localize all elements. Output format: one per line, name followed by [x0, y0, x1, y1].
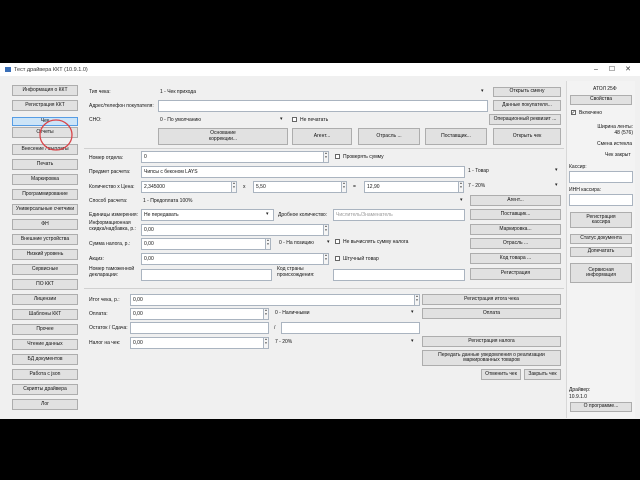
receipt-type-label: Тип чека: [89, 89, 111, 95]
chevron-down-icon: ▾ [555, 167, 558, 173]
window-title: Тест драйвера ККТ (10.9.1.0) [14, 67, 88, 73]
register-position-button[interactable]: Регистрация [470, 268, 561, 280]
pay-button[interactable]: Оплата [422, 308, 561, 319]
shift-status: Смена истекла [597, 141, 633, 147]
chevron-down-icon: ▾ [280, 116, 283, 122]
position-supplier-button[interactable]: Поставщик... [470, 209, 561, 220]
enabled-label: Включено [579, 110, 603, 116]
register-cashier-label: Регистрация кассира [586, 213, 616, 225]
sidebar-item-marking[interactable]: Маркировка [12, 174, 78, 185]
buyer-contact-label: Адрес/телефон покупателя: [89, 103, 154, 109]
chevron-down-icon: ▾ [266, 211, 269, 217]
sno-label: СНО: [89, 117, 102, 123]
tax-sum-label: Сумма налога, р.: [89, 241, 131, 247]
fraction-input[interactable]: Числитель/Знаменатель [333, 209, 465, 221]
customs-label: Номер таможенной декларации: [89, 266, 135, 278]
reprint-button[interactable]: Допечатать [570, 247, 632, 257]
dept-label: Номер отдела: [89, 155, 124, 161]
inn-label: ИНН кассира: [569, 187, 602, 193]
annotation-circle [38, 118, 74, 152]
chevron-down-icon: ▾ [411, 309, 414, 315]
chevron-down-icon: ▾ [555, 182, 558, 188]
separator [84, 148, 564, 149]
receipt-status: Чек закрыт [605, 152, 631, 158]
correction-basis-label: Основание коррекции... [208, 130, 238, 142]
tax-position-select[interactable]: 0 - На позицию [279, 240, 314, 246]
service-info-button[interactable] [570, 263, 632, 283]
item-name-input[interactable]: Чипсы с беконом LAYS [141, 166, 465, 178]
sidebar-item-registration[interactable]: Регистрация ККТ [12, 100, 78, 111]
discount-input[interactable]: 0,00 [141, 224, 329, 236]
app-icon [5, 67, 11, 72]
unit-label: Единицы измерения: [89, 212, 138, 218]
sidebar-item-documents-db[interactable]: БД документов [12, 354, 78, 365]
receipt-type-select[interactable]: 1 - Чек прихода [160, 88, 197, 95]
dept-input[interactable]: 0 [141, 151, 329, 163]
tax-label: Налог на чек: [89, 340, 121, 346]
sum-input[interactable]: 12,90 [364, 181, 464, 193]
times-sign: x [243, 184, 246, 190]
minimize-button[interactable]: – [594, 66, 598, 73]
sidebar-item-licenses[interactable]: Лицензии [12, 294, 78, 305]
sidebar-item-low-level[interactable]: Низкий уровень [12, 249, 78, 260]
discount-label: Информационная скидка/надбавка, р.: [89, 220, 136, 232]
transfer-notification-label: Передать данные уведомления о реализации маркированных товаров [438, 351, 545, 363]
price-input[interactable]: 5,50 [253, 181, 347, 193]
open-receipt-button[interactable]: Открыть чек [493, 128, 561, 145]
payment-label: Оплата: [89, 311, 108, 317]
buyer-contact-input[interactable] [158, 100, 488, 112]
about-button[interactable]: О программе... [570, 402, 632, 412]
sidebar-item-fn[interactable]: ФН [12, 219, 78, 230]
chevron-down-icon: ▾ [481, 88, 484, 94]
sidebar-item-devices[interactable]: Внешние устройства [12, 234, 78, 245]
receipt-agent-button[interactable]: Агент... [292, 128, 352, 145]
equals-sign: = [353, 184, 356, 190]
no-calc-tax-label: Не вычислять сумму налога [343, 239, 409, 245]
chevron-down-icon: ▾ [327, 239, 330, 245]
close-button[interactable]: ✕ [625, 66, 631, 73]
position-agent-button[interactable]: Агент... [470, 195, 561, 206]
piece-goods-checkbox[interactable] [335, 256, 340, 261]
chevron-down-icon: ▾ [460, 197, 463, 203]
correction-basis-button[interactable] [158, 128, 288, 145]
inn-input[interactable] [569, 194, 633, 206]
sum-stepper[interactable]: ▲ ▼ [458, 181, 464, 193]
total-stepper[interactable]: ▲ ▼ [414, 294, 420, 306]
check-sum-label: Проверять сумму [343, 154, 384, 160]
vat-select[interactable]: 7 - 20% [468, 183, 486, 189]
country-label: Код страны происхождения: [277, 266, 315, 278]
payment-input[interactable]: 0,00 [130, 308, 269, 320]
chevron-down-icon: ▾ [411, 338, 414, 344]
piece-goods-label: Штучный товар [343, 256, 379, 262]
sidebar-item-counters[interactable]: Универсальные счетчики [12, 204, 78, 215]
maximize-button[interactable]: ☐ [608, 66, 616, 73]
driver-version: 10.9.1.0 [569, 394, 588, 400]
item-type-select[interactable]: 1 - Товар [468, 168, 489, 174]
tax-type-select[interactable]: 7 - 20% [275, 339, 293, 345]
enabled-checkbox[interactable]: ✓ [571, 109, 576, 116]
price-stepper[interactable]: ▲ ▼ [341, 181, 347, 193]
excise-label: Акциз: [89, 256, 104, 262]
title-bar [0, 63, 640, 76]
separator [84, 288, 564, 289]
remainder-label: Остаток / Сдача: [89, 325, 128, 331]
buyer-data-button[interactable]: Данные покупателя... [493, 100, 561, 111]
tax-sum-stepper[interactable]: ▲ ▼ [265, 238, 271, 250]
total-label: Итог чека, р.: [89, 297, 120, 303]
remainder-input[interactable] [130, 322, 269, 334]
item-code-button[interactable]: Код товара ... [470, 253, 561, 264]
payment-stepper[interactable]: ▲ ▼ [263, 308, 269, 320]
sidebar-item-read-data[interactable]: Чтение данных [12, 339, 78, 350]
tape-width-label: Ширина ленты: 48 (576) [597, 124, 633, 136]
payment-method-select[interactable]: 1 - Предоплата 100% [143, 198, 193, 204]
device-panel [566, 81, 635, 418]
sidebar-item-json[interactable]: Работа с json [12, 369, 78, 380]
sidebar-item-info[interactable]: Информация о ККТ [12, 85, 78, 96]
register-total-button[interactable]: Регистрация итога чека [422, 294, 561, 305]
app-window [0, 63, 640, 419]
service-info-label: Сервисная информация [586, 266, 616, 278]
sidebar-item-other[interactable]: Прочее [12, 324, 78, 335]
driver-label: Драйвер: [569, 387, 591, 393]
no-print-label: Не печатать [300, 117, 329, 123]
device-name: АТОЛ 25Ф [593, 86, 617, 92]
excise-input[interactable]: 0,00 [141, 253, 329, 265]
position-industry-button[interactable]: Отрасль ... [470, 238, 561, 249]
doc-status-button[interactable]: Статус документа [570, 234, 632, 244]
slash-separator: / [274, 325, 276, 331]
item-label: Предмет расчета: [89, 169, 131, 175]
dept-stepper[interactable]: ▲ ▼ [323, 151, 329, 163]
tax-stepper[interactable]: ▲ ▼ [263, 337, 269, 349]
payment-type-select[interactable]: 0 - Наличными [275, 310, 310, 316]
register-cashier-button[interactable] [570, 212, 632, 228]
operational-attribute-button[interactable]: Операционный реквизит ... [489, 114, 561, 125]
sidebar-item-service[interactable]: Сервисные [12, 264, 78, 275]
no-print-checkbox[interactable] [292, 117, 297, 122]
receipt-industry-button[interactable]: Отрасль ... [358, 128, 420, 145]
total-input[interactable]: 0,00 [130, 294, 420, 306]
sidebar-item-print[interactable]: Печать [12, 159, 78, 170]
close-receipt-button[interactable]: Закрыть чек [524, 369, 561, 380]
country-input[interactable] [333, 269, 465, 281]
sidebar-item-programming[interactable]: Программирование [12, 189, 78, 200]
sno-select[interactable]: 0 - По умолчанию [160, 116, 202, 123]
sidebar-item-firmware[interactable]: ПО ККТ [12, 279, 78, 290]
quantity-input[interactable]: 2,345000 [141, 181, 237, 193]
receipt-supplier-button[interactable]: Поставщик... [425, 128, 487, 145]
check-sum-checkbox[interactable] [335, 154, 340, 159]
fraction-label: Дробное количество: [278, 212, 328, 218]
sidebar-item-receipt[interactable]: Чек [12, 117, 78, 126]
sidebar-item-log[interactable]: Лог [12, 399, 78, 410]
excise-stepper[interactable]: ▲ ▼ [323, 253, 329, 265]
unit-select[interactable]: Не передавать [141, 209, 274, 221]
change-input[interactable] [281, 322, 420, 334]
no-calc-tax-checkbox[interactable] [335, 239, 340, 244]
discount-stepper[interactable]: ▲ ▼ [323, 224, 329, 236]
cancel-receipt-button[interactable]: Отменить чек [481, 369, 521, 380]
tax-input[interactable]: 0,00 [130, 337, 269, 349]
payment-method-label: Способ расчета: [89, 198, 128, 204]
sidebar-item-scripts[interactable]: Скрипты драйвера [12, 384, 78, 395]
tax-sum-input[interactable]: 0,00 [141, 238, 271, 250]
sidebar-item-reports[interactable]: Отчеты [12, 127, 78, 138]
sidebar-item-templates[interactable]: Шаблоны ККТ [12, 309, 78, 320]
open-shift-button[interactable]: Открыть смену [493, 87, 561, 97]
transfer-notification-button[interactable] [422, 350, 561, 366]
register-tax-button[interactable]: Регистрация налога [422, 336, 561, 347]
quantity-stepper[interactable]: ▲ ▼ [231, 181, 237, 193]
cashier-input[interactable] [569, 171, 633, 183]
sidebar-item-cash-in-out[interactable]: Внесение / выплаты [12, 144, 78, 155]
properties-button[interactable]: Свойства [570, 95, 632, 105]
qty-price-label: Количество x Цена: [89, 184, 135, 190]
customs-input[interactable] [141, 269, 272, 281]
marking-button[interactable]: Маркировка... [470, 224, 561, 235]
cashier-label: Кассир: [569, 164, 587, 170]
